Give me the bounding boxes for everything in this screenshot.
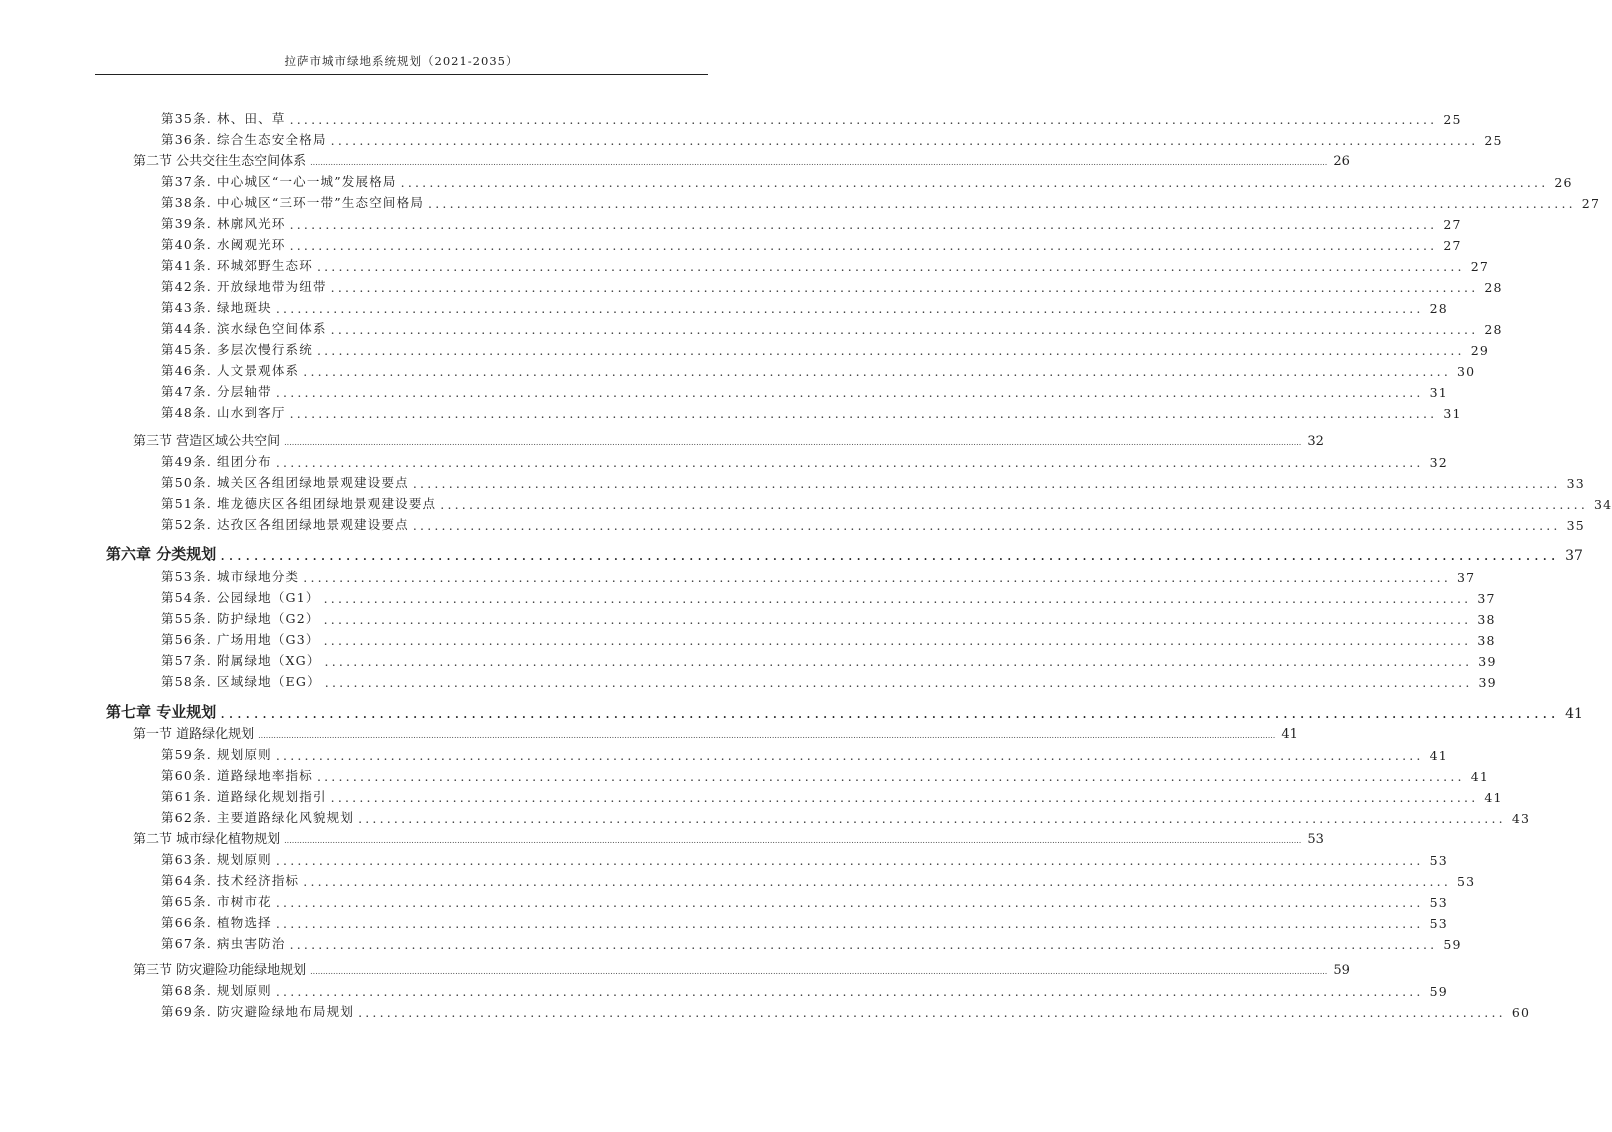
dot-leader: ................................................................................................................................................................................................................................................................................................................................................................................................................ (258, 731, 1276, 740)
toc-article-entry[interactable] (161, 492, 1612, 512)
dot-leader: ................................................................................................................................................................ (330, 790, 1479, 805)
toc-article-title: 第42条. 开放绿地带为纽带 (161, 279, 327, 294)
dot-leader: ................................................................................................................................................................ (275, 301, 1424, 316)
toc-article-title: 第35条. 林、田、草 (161, 111, 286, 126)
toc-page-number: 33 (1566, 476, 1585, 491)
toc-page-number: 25 (1443, 112, 1462, 127)
toc-article-title: 第59条. 规划原则 (161, 747, 272, 762)
dot-leader: ................................................................................................................................................................ (324, 675, 1473, 690)
toc-page-number: 41 (1281, 727, 1298, 742)
dot-leader: ................................................................................................................................................................ (275, 748, 1424, 763)
dot-leader: ................................................................................................................................................................ (303, 364, 1452, 379)
dot-leader: ................................................................................................................................................................ (275, 455, 1424, 470)
dot-leader: ................................................................................................................................................................ (303, 570, 1452, 585)
toc-article-entry[interactable] (161, 670, 1497, 690)
toc-article-entry[interactable] (161, 233, 1462, 253)
toc-section-entry[interactable] (133, 149, 1350, 169)
toc-section-title: 第二节 公共交往生态空间体系 (133, 154, 307, 169)
dot-leader: ................................................................................................................................................................ (323, 612, 1472, 627)
dot-leader: ................................................................................................................................................................ (275, 853, 1424, 868)
toc-article-title: 第43条. 绿地斑块 (161, 300, 272, 315)
toc-page-number: 53 (1457, 874, 1476, 889)
toc-article-title: 第36条. 综合生态安全格局 (161, 132, 327, 147)
toc-page-number: 29 (1470, 343, 1490, 358)
toc-article-title: 第69条. 防灾避险绿地布局规划 (161, 1004, 355, 1019)
toc-article-entry[interactable] (161, 380, 1448, 400)
toc-section-entry[interactable] (133, 827, 1324, 847)
toc-section-title: 第三节 防灾避险功能绿地规划 (133, 963, 307, 978)
toc-page-number: 26 (1554, 175, 1573, 190)
toc-article-entry[interactable] (161, 212, 1462, 232)
toc-page-number: 37 (1457, 570, 1476, 585)
dot-leader: ................................................................................................................................................................................................................................................................................................................................................................................................................ (284, 438, 1302, 447)
toc-article-title: 第45条. 多层次慢行系统 (161, 342, 313, 357)
toc-section-title: 第三节 营造区域公共空间 (133, 434, 281, 449)
toc-article-title: 第62条. 主要道路绿化风貌规划 (161, 810, 355, 825)
dot-leader: ................................................................................................................................................................ (220, 546, 1560, 564)
toc-page-number: 35 (1566, 518, 1585, 533)
toc-article-entry[interactable] (161, 764, 1490, 784)
toc-page-number: 59 (1443, 937, 1462, 952)
toc-page-number: 53 (1429, 916, 1448, 931)
toc-article-title: 第67条. 病虫害防治 (161, 936, 286, 951)
toc-article-title: 第51条. 堆龙德庆区各组团绿地景观建设要点 (161, 496, 437, 511)
toc-article-entry[interactable] (161, 565, 1476, 585)
toc-chapter-title: 第六章 分类规划 (106, 545, 217, 563)
toc-article-title: 第60条. 道路绿地率指标 (161, 768, 313, 783)
toc-article-title: 第39条. 林廓风光环 (161, 216, 286, 231)
toc-article-entry[interactable] (161, 848, 1448, 868)
dot-leader: ................................................................................................................................................................ (412, 518, 1561, 533)
dot-leader: ................................................................................................................................................................ (330, 322, 1479, 337)
toc-article-entry[interactable] (161, 586, 1496, 606)
toc-article-title: 第55条. 防护绿地（G2） (161, 611, 320, 626)
document-title: 拉萨市城市绿地系统规划（2021-2035） (284, 54, 519, 68)
toc-page-number: 38 (1477, 633, 1496, 648)
dot-leader: ................................................................................................................................................................ (440, 497, 1589, 512)
toc-article-title: 第63条. 规划原则 (161, 852, 272, 867)
toc-page-number: 27 (1443, 217, 1462, 232)
toc-page-number: 41 (1470, 769, 1490, 784)
dot-leader: ................................................................................................................................................................ (275, 895, 1424, 910)
toc-page-number: 41 (1565, 706, 1583, 722)
toc-article-entry[interactable] (161, 317, 1503, 337)
dot-leader: ................................................................................................................................................................ (289, 937, 1438, 952)
toc-page-number: 59 (1429, 984, 1448, 999)
toc-page-number: 37 (1477, 591, 1496, 606)
toc-page-number: 38 (1477, 612, 1496, 627)
dot-leader: ................................................................................................................................................................ (428, 196, 1576, 211)
toc-article-title: 第56条. 广场用地（G3） (161, 632, 320, 647)
toc-article-title: 第66条. 植物选择 (161, 915, 272, 930)
toc-article-title: 第53条. 城市绿地分类 (161, 569, 300, 584)
toc-article-title: 第52条. 达孜区各组团绿地景观建设要点 (161, 517, 409, 532)
toc-page-number: 53 (1307, 832, 1324, 847)
toc-article-title: 第37条. 中心城区“一心一城”发展格局 (161, 174, 397, 189)
toc-article-title: 第65条. 市树市花 (161, 894, 272, 909)
toc-article-entry[interactable] (161, 628, 1496, 648)
running-header (95, 52, 708, 75)
toc-article-entry[interactable] (161, 338, 1490, 358)
toc-article-title: 第48条. 山水到客厅 (161, 405, 286, 420)
toc-page-number: 37 (1565, 548, 1583, 564)
dot-leader: ................................................................................................................................................................ (316, 343, 1465, 358)
toc-article-entry[interactable] (161, 649, 1497, 669)
toc-article-title: 第68条. 规划原则 (161, 983, 272, 998)
toc-page-number: 30 (1457, 364, 1476, 379)
dot-leader: ................................................................................................................................................................ (275, 984, 1424, 999)
toc-page-number: 27 (1470, 259, 1490, 274)
toc-section-entry[interactable] (133, 958, 1350, 978)
toc-article-title: 第61条. 道路绿化规划指引 (161, 789, 327, 804)
toc-chapter-entry[interactable] (106, 540, 1583, 564)
toc-article-entry[interactable] (161, 743, 1448, 763)
toc-article-title: 第54条. 公园绿地（G1） (161, 590, 320, 605)
toc-article-entry[interactable] (161, 128, 1503, 148)
toc-page-number: 59 (1333, 963, 1350, 978)
dot-leader: ................................................................................................................................................................ (289, 406, 1438, 421)
toc-article-entry[interactable] (161, 869, 1476, 889)
dot-leader: ................................................................................................................................................................ (358, 1005, 1506, 1020)
toc-section-title: 第二节 城市绿化植物规划 (133, 832, 281, 847)
toc-section-entry[interactable] (133, 722, 1298, 742)
toc-page-number: 25 (1484, 133, 1503, 148)
dot-leader: ................................................................................................................................................................ (324, 654, 1473, 669)
toc-article-title: 第41条. 环城郊野生态环 (161, 258, 313, 273)
toc-article-entry[interactable] (161, 932, 1462, 952)
toc-page-number: 41 (1429, 748, 1448, 763)
dot-leader: ................................................................................................................................................................ (275, 385, 1424, 400)
toc-article-title: 第50条. 城关区各组团绿地景观建设要点 (161, 475, 409, 490)
toc-section-title: 第一节 道路绿化规划 (133, 727, 255, 742)
toc-article-title: 第57条. 附属绿地（XG） (161, 653, 321, 668)
toc-article-title: 第49条. 组团分布 (161, 454, 272, 469)
dot-leader: ................................................................................................................................................................ (220, 704, 1560, 722)
toc-article-entry[interactable] (161, 911, 1448, 931)
dot-leader: ................................................................................................................................................................ (330, 280, 1479, 295)
toc-page-number: 53 (1429, 853, 1448, 868)
toc-page-number: 27 (1443, 238, 1462, 253)
toc-page-number: 27 (1581, 196, 1601, 211)
dot-leader: ................................................................................................................................................................................................................................................................................................................................................................................................................ (284, 836, 1302, 845)
toc-article-entry[interactable] (161, 1000, 1531, 1020)
toc-article-entry[interactable] (161, 513, 1585, 533)
toc-chapter-title: 第七章 专业规划 (106, 703, 217, 721)
dot-leader: ................................................................................................................................................................ (316, 259, 1465, 274)
toc-article-entry[interactable] (161, 785, 1503, 805)
dot-leader: ................................................................................................................................................................ (400, 175, 1549, 190)
toc-page-number: 32 (1307, 434, 1324, 449)
toc-article-entry[interactable] (161, 979, 1448, 999)
toc-article-entry[interactable] (161, 806, 1531, 826)
dot-leader: ................................................................................................................................................................ (275, 916, 1424, 931)
toc-article-entry[interactable] (161, 107, 1462, 127)
toc-article-entry[interactable] (161, 170, 1573, 190)
toc-article-entry[interactable] (161, 471, 1585, 491)
toc-page-number: 53 (1429, 895, 1448, 910)
toc-page-number: 34 (1594, 497, 1612, 512)
toc-article-title: 第38条. 中心城区“三环一带”生态空间格局 (161, 195, 425, 210)
dot-leader: ................................................................................................................................................................................................................................................................................................................................................................................................................ (310, 158, 1328, 167)
toc-page-number: 28 (1429, 301, 1448, 316)
dot-leader: ................................................................................................................................................................................................................................................................................................................................................................................................................ (310, 967, 1328, 976)
toc-section-entry[interactable] (133, 429, 1324, 449)
dot-leader: ................................................................................................................................................................ (412, 476, 1561, 491)
toc-page-number: 39 (1478, 675, 1497, 690)
toc-article-title: 第46条. 人文景观体系 (161, 363, 300, 378)
dot-leader: ................................................................................................................................................................ (323, 591, 1472, 606)
toc-page-number: 28 (1484, 322, 1503, 337)
dot-leader: ................................................................................................................................................................ (289, 217, 1438, 232)
toc-article-title: 第64条. 技术经济指标 (161, 873, 300, 888)
toc-article-entry[interactable] (161, 254, 1490, 274)
dot-leader: ................................................................................................................................................................ (289, 238, 1438, 253)
toc-article-entry[interactable] (161, 401, 1462, 421)
dot-leader: ................................................................................................................................................................ (289, 112, 1438, 127)
dot-leader: ................................................................................................................................................................ (323, 633, 1472, 648)
toc-page-number: 28 (1484, 280, 1503, 295)
dot-leader: ................................................................................................................................................................ (316, 769, 1465, 784)
toc-article-entry[interactable] (161, 450, 1448, 470)
toc-article-entry[interactable] (161, 275, 1503, 295)
dot-leader: ................................................................................................................................................................ (303, 874, 1452, 889)
toc-page-number: 43 (1511, 811, 1531, 826)
toc-page-number: 60 (1511, 1005, 1531, 1020)
toc-article-entry[interactable] (161, 191, 1601, 211)
dot-leader: ................................................................................................................................................................ (358, 811, 1506, 826)
toc-article-entry[interactable] (161, 359, 1476, 379)
toc-article-title: 第47条. 分层轴带 (161, 384, 272, 399)
toc-article-title: 第44条. 滨水绿色空间体系 (161, 321, 327, 336)
toc-page-number: 31 (1443, 406, 1462, 421)
toc-page-number: 39 (1478, 654, 1497, 669)
toc-article-title: 第40条. 水阈观光环 (161, 237, 286, 252)
toc-page-number: 26 (1333, 154, 1350, 169)
toc-chapter-entry[interactable] (106, 698, 1583, 722)
toc-page-number: 41 (1484, 790, 1503, 805)
toc-article-entry[interactable] (161, 296, 1448, 316)
toc-page-number: 31 (1429, 385, 1448, 400)
dot-leader: ................................................................................................................................................................ (330, 133, 1479, 148)
toc-page-number: 32 (1429, 455, 1448, 470)
toc-article-entry[interactable] (161, 607, 1496, 627)
toc-article-entry[interactable] (161, 890, 1448, 910)
toc-article-title: 第58条. 区域绿地（EG） (161, 674, 321, 689)
